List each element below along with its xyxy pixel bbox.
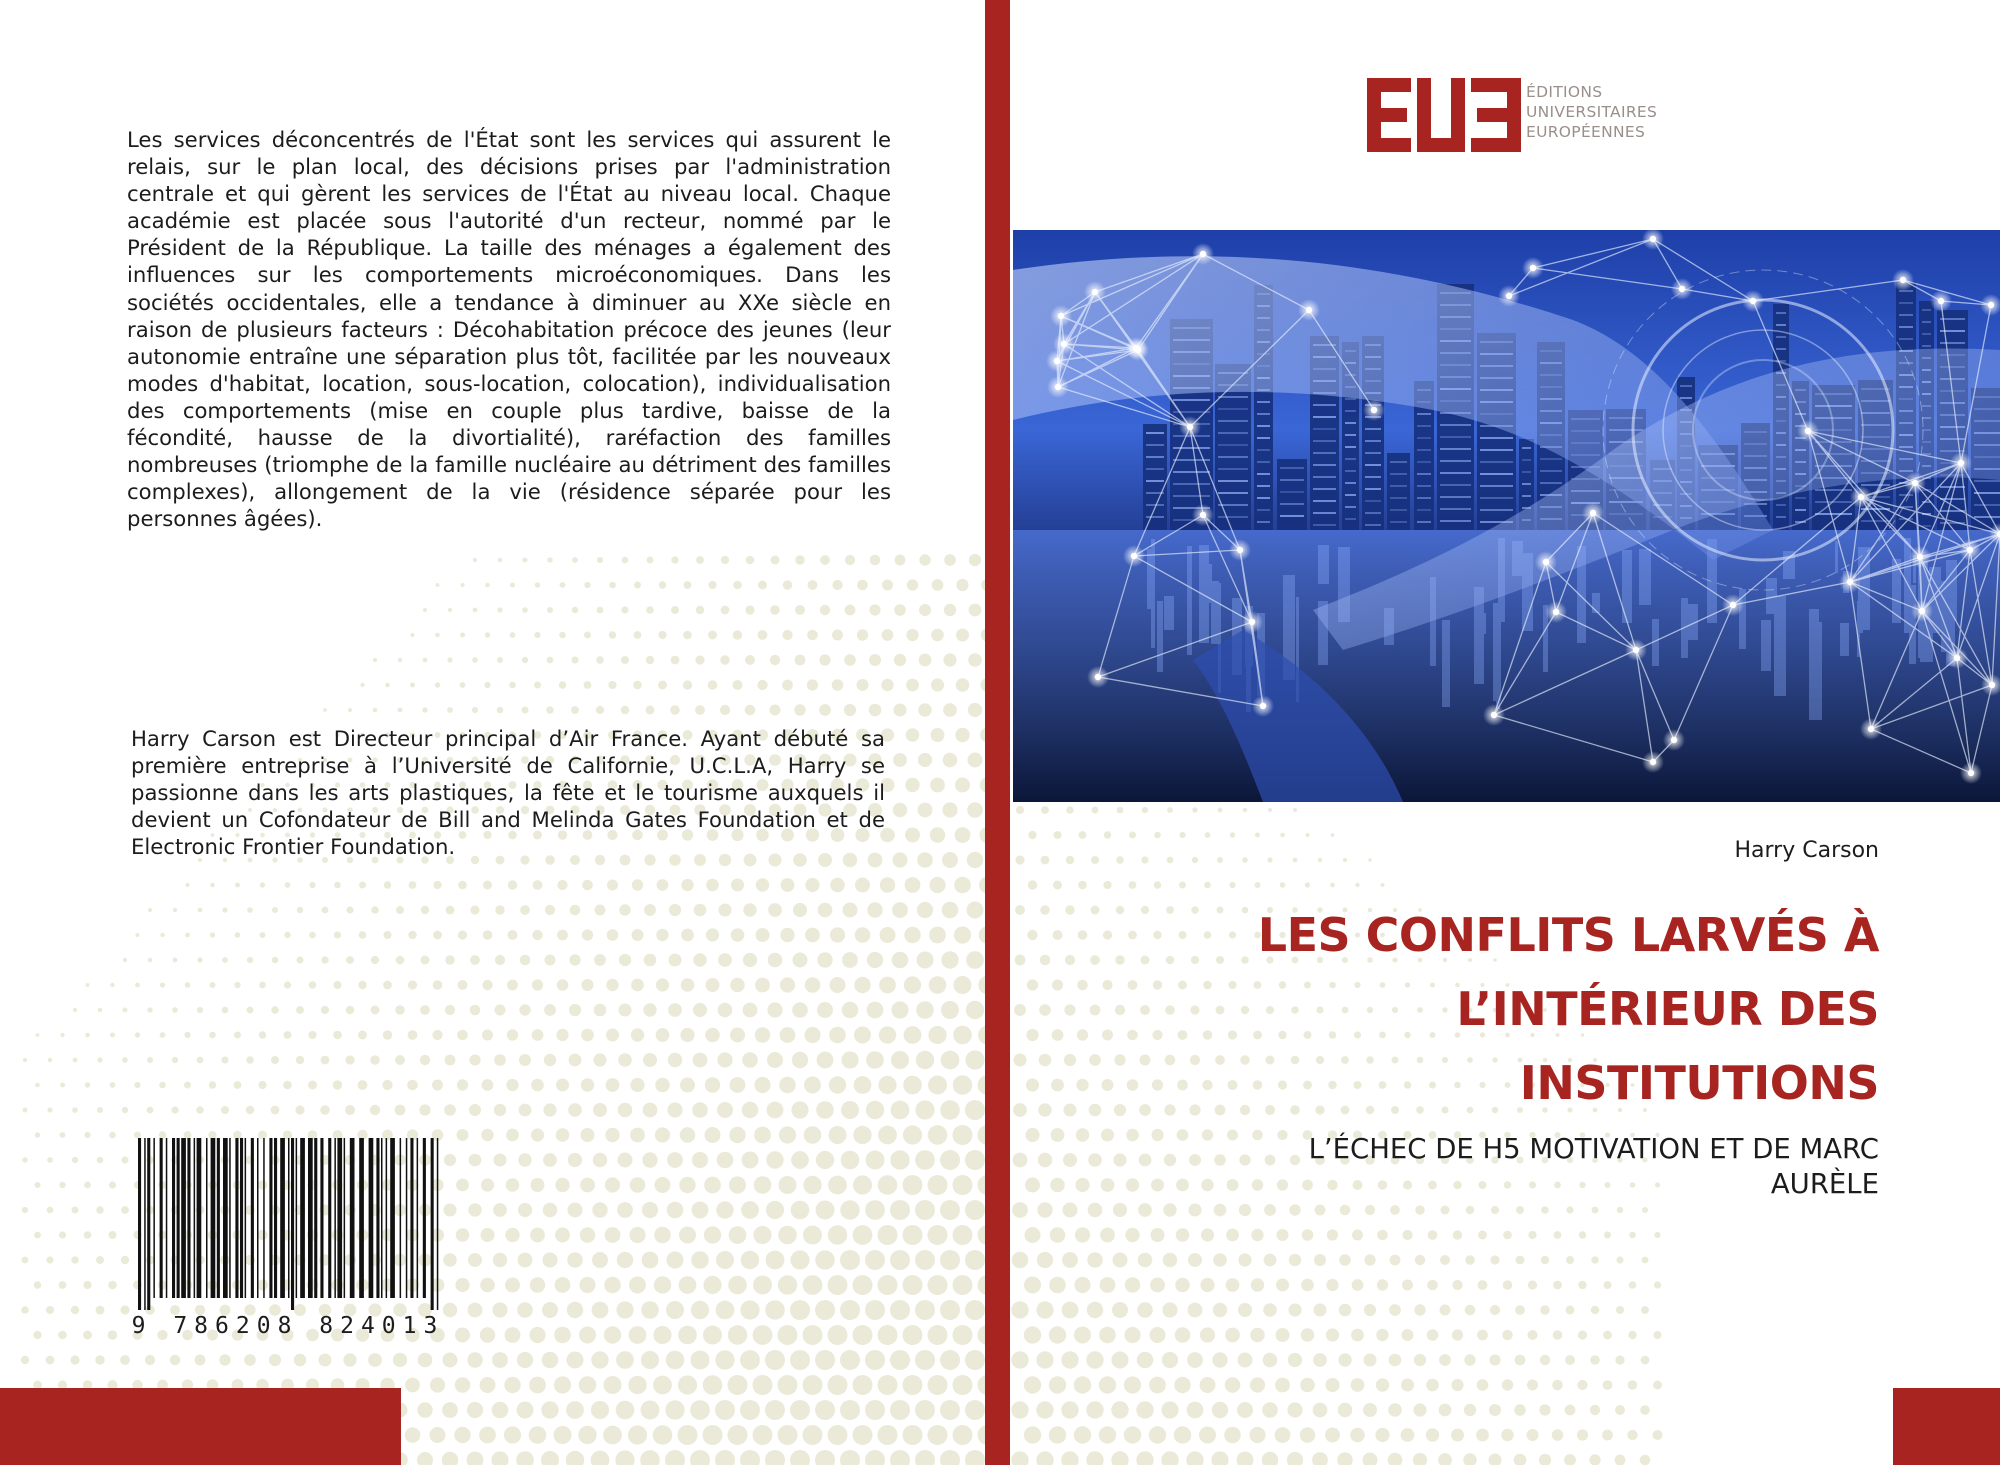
front-cover-red-band (1893, 1388, 2000, 1465)
publisher-line-1: ÉDITIONS (1526, 83, 1603, 101)
back-cover-blurb: Les services déconcentrés de l'État sont les services qui assurent le relais, sur le plan local, des décisions prises par l'administration centrale et qui gèrent les services de l'État au niveau local. Chaque académie est placée sous l'autorité d'un recteur, nommé par le Président de la République. La taille des ménages a également des influences sur les comportements microéconomiques. Dans les sociétés occidentales, elle a tendance à diminuer au XXe siècle en raison de plusieurs facteurs : Décohabitation précoce des jeunes (leur autonomie entraîne une séparation plus tôt, facilitée par les nouveaux modes d'habitat, location, sous-location, colocation), individualisation des comportements (mise en couple plus tardive, baisse de la fécondité, hausse de la divortialité), raréfaction des familles nombreuses (triomphe de la famille nucléaire au détriment des familles complexes), allongement de la vie (résidence séparée pour les personnes âgées). (127, 127, 891, 532)
subtitle-line-1: L’ÉCHEC DE H5 MOTIVATION ET DE MARC (1308, 1133, 1879, 1165)
barcode-bars (128, 1138, 448, 1338)
handshake-network-city-image (1013, 230, 2000, 802)
isbn-digits: 9 786208 824013 (131, 1313, 445, 1338)
book-spine (985, 0, 1010, 1465)
author-biography: Harry Carson est Directeur principal d’Air France. Ayant débuté sa première entreprise à l’Université de Californie, U.C.L.A, Harry se passionne dans les arts plastiques, la fête et le tourisme auxquels il devient un Cofondateur de Bill and Melinda Gates Foundation et de Electronic Frontier Foundation. (131, 726, 885, 860)
title-line-2: L’INTÉRIEUR DES (1456, 982, 1879, 1036)
title-line-3: INSTITUTIONS (1519, 1056, 1879, 1110)
publisher-name (1526, 82, 1657, 142)
book-subtitle (1179, 1132, 1879, 1202)
isbn-barcode (128, 1138, 448, 1338)
subtitle-line-2: AURÈLE (1770, 1168, 1879, 1200)
title-line-1: LES CONFLITS LARVÉS À (1257, 908, 1879, 962)
back-cover-red-band (0, 1388, 401, 1465)
publisher-line-2: UNIVERSITAIRES (1526, 103, 1658, 121)
cover-author: Harry Carson (1734, 838, 1879, 863)
publisher-line-3: EUROPÉENNES (1526, 123, 1646, 141)
book-title (1119, 898, 1879, 1120)
